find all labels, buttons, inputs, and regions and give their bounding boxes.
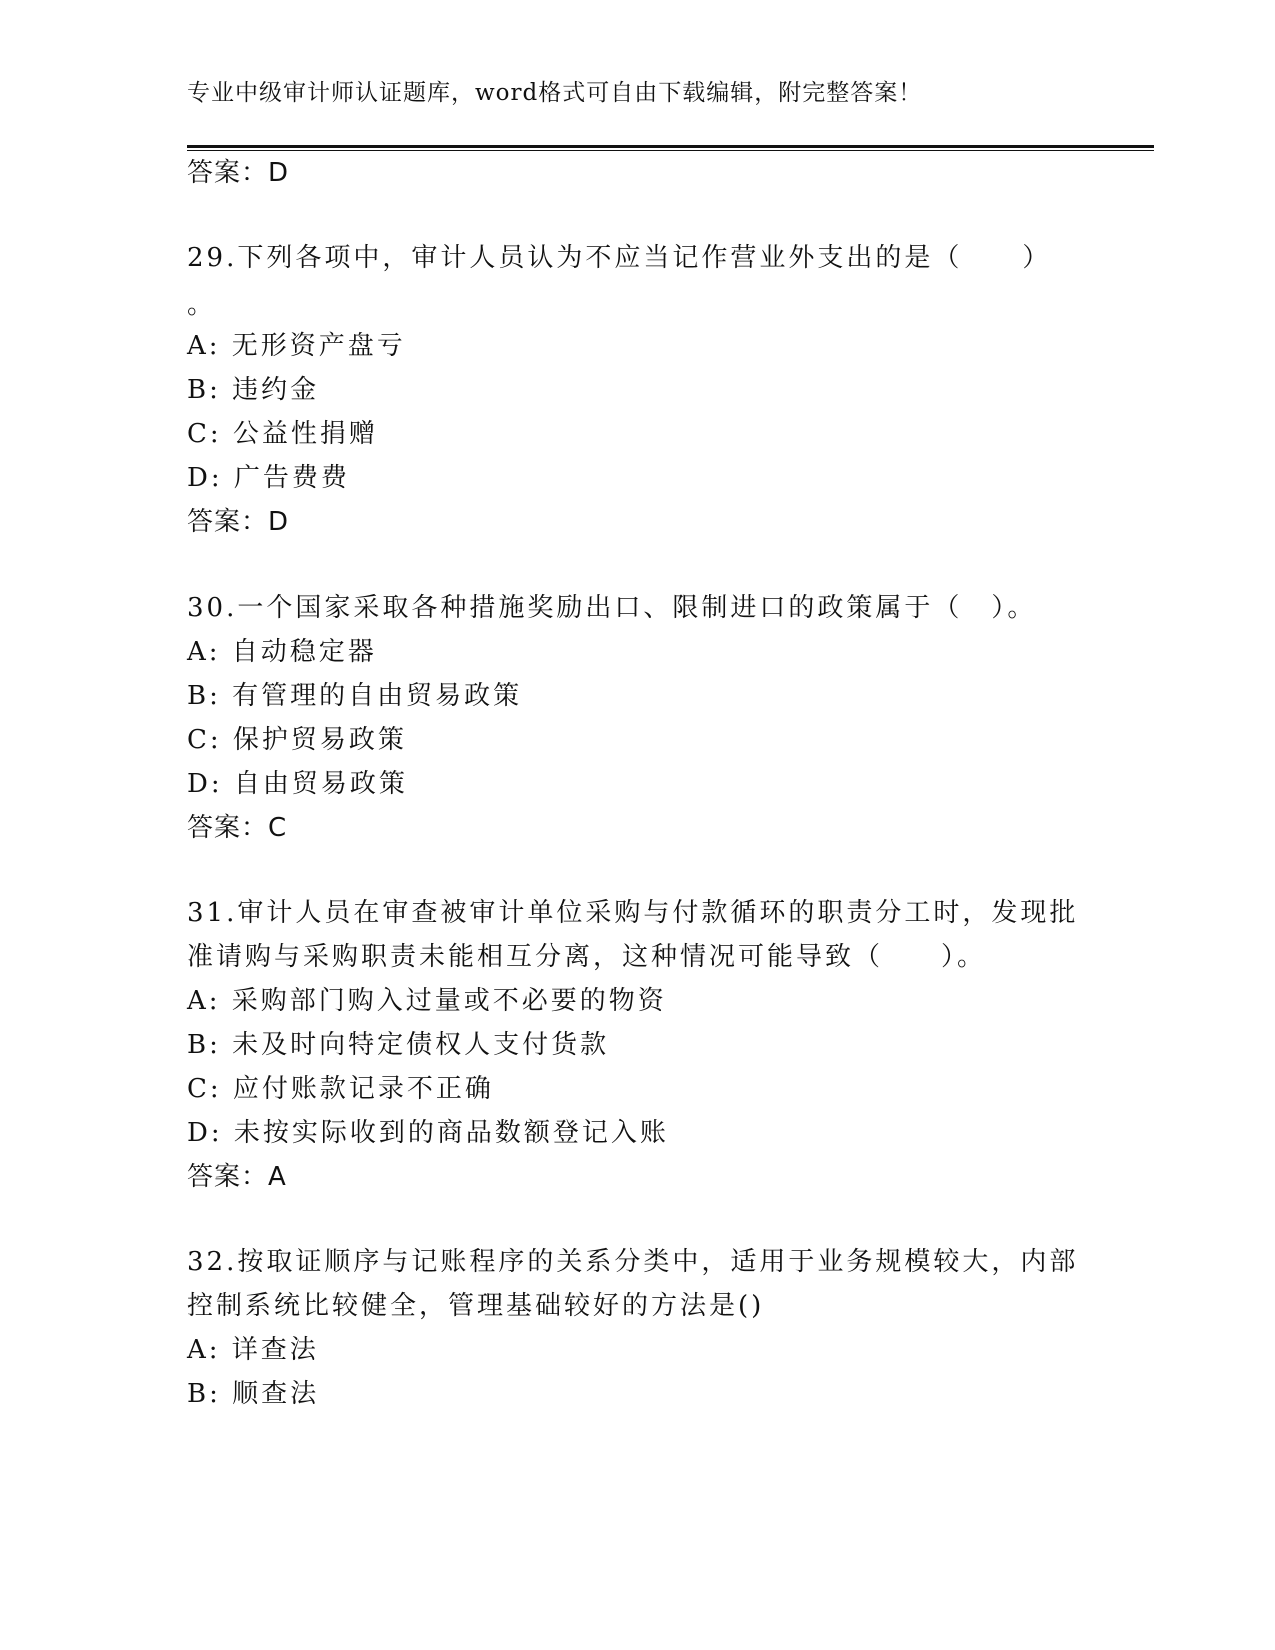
question-29-option-d: D: 广告费费	[187, 463, 350, 493]
question-29-stem-end: ）	[1022, 243, 1052, 273]
previous-answer: 答案：D	[187, 158, 290, 188]
question-30-stem: 30.一个国家采取各种措施奖励出口、限制进口的政策属于（ ）。	[187, 593, 1037, 623]
question-30-option-b: B: 有管理的自由贸易政策	[187, 681, 523, 711]
question-29-stem-line2: 。	[187, 290, 217, 320]
question-32-stem-line1: 32.按取证顺序与记账程序的关系分类中，适用于业务规模较大，内部	[187, 1247, 1079, 1277]
question-31-option-a: A: 采购部门购入过量或不必要的物资	[187, 986, 667, 1016]
question-32-option-b: B: 顺查法	[187, 1379, 320, 1409]
question-31-stem-line2: 准请购与采购职责未能相互分离，这种情况可能导致（ ）。	[187, 942, 987, 972]
question-29-answer: 答案：D	[187, 507, 290, 537]
header-rule-thick	[187, 145, 1154, 148]
question-31-option-b: B: 未及时向特定债权人支付货款	[187, 1030, 610, 1060]
question-32-stem-line2: 控制系统比较健全，管理基础较好的方法是()	[187, 1291, 765, 1321]
question-31-stem-line1: 31.审计人员在审查被审计单位采购与付款循环的职责分工时，发现批	[187, 898, 1079, 928]
question-29-stem	[187, 245, 1051, 271]
question-31-option-c: C: 应付账款记录不正确	[187, 1074, 494, 1104]
question-31-option-d: D: 未按实际收到的商品数额登记入账	[187, 1118, 669, 1148]
header-rule-thin	[187, 150, 1154, 151]
question-30-option-c: C: 保护贸易政策	[187, 725, 407, 755]
question-32-option-a: A: 详查法	[187, 1335, 319, 1365]
question-31-answer: 答案：A	[187, 1162, 287, 1192]
question-29-option-b: B: 违约金	[187, 375, 320, 405]
question-30-option-a: A: 自动稳定器	[187, 637, 377, 667]
question-30-answer: 答案：C	[187, 813, 288, 843]
page-header: 专业中级审计师认证题库，word格式可自由下载编辑，附完整答案！	[187, 80, 923, 106]
question-29-option-c: C: 公益性捐赠	[187, 419, 378, 449]
question-29-stem-text: 29.下列各项中，审计人员认为不应当记作营业外支出的是（	[187, 243, 963, 273]
question-30-option-d: D: 自由贸易政策	[187, 769, 408, 799]
question-29-option-a: A: 无形资产盘亏	[187, 331, 406, 361]
